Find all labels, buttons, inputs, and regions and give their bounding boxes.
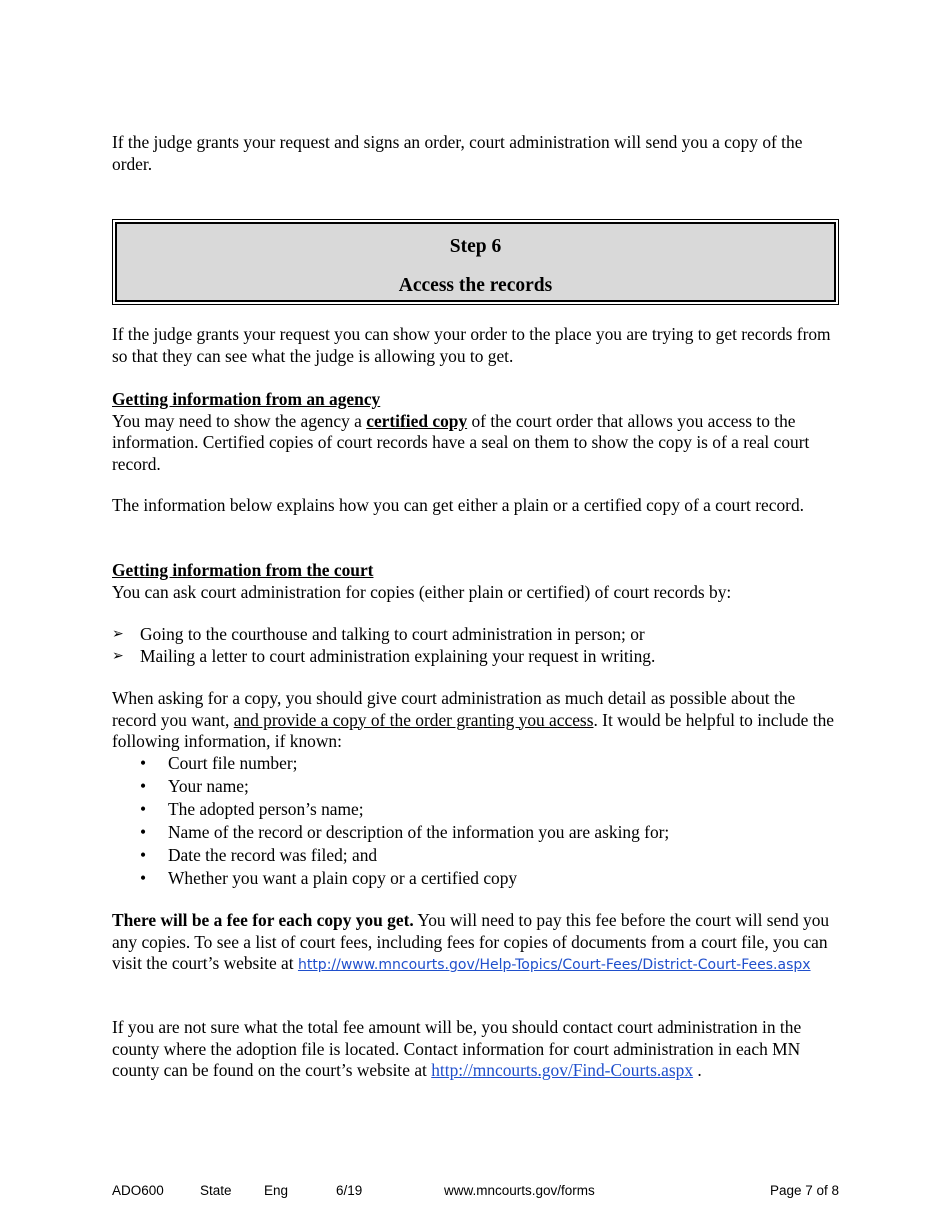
court-section — [112, 560, 840, 603]
bullet-icon: • — [140, 799, 147, 819]
copy-request-paragraph: When asking for a copy, you should give court administration as much detail as possible about the record you want, and provide a copy of the order granting you access. It would be helpful to include the following information, if known: — [112, 688, 834, 751]
agency-text-after: of the court order that allows you access to the information. Certified copies of court records have a seal on them to show the copy is of a real court record. — [112, 410, 810, 474]
court-intro: You can ask court administration for copies (either plain or certified) of court records by: — [112, 581, 732, 602]
footer-language: Eng — [264, 1183, 289, 1198]
arrow-bullet-icon: ➢ — [112, 626, 124, 642]
certified-copy-emphasis: certified copy — [366, 410, 468, 431]
step-title: Access the records — [398, 275, 553, 296]
agency-section — [112, 389, 840, 475]
intro-paragraph: If the judge grants your request and signs an order, court administration will send you a copy of the order. — [112, 132, 803, 174]
list-item: ➢ Going to the courthouse and talking to court administration in person; or — [112, 624, 645, 644]
page-footer — [112, 1180, 839, 1198]
agency-paragraph — [112, 411, 840, 476]
copy-details-list — [112, 752, 840, 890]
footer-scope: State — [200, 1183, 232, 1198]
request-methods-list — [112, 624, 840, 667]
bullet-icon: • — [140, 776, 147, 796]
arrow-bullet-icon: ➢ — [112, 647, 124, 664]
provide-order-underlined: and provide a copy of the order granting you access — [233, 709, 594, 730]
list-item: • Name of the record or description of the information you are asking for; — [140, 822, 670, 842]
list-item: • Date the record was filed; and — [140, 845, 378, 865]
bullet-icon: • — [140, 868, 147, 888]
step-header-box — [112, 219, 839, 305]
fee-paragraph: There will be a fee for each copy you get. You will need to pay this fee before the court will send you any copies. To see a list of court fees, including fees for copies of documents from a court file, you can visit the court’s website at http://www.mncourts.gov/Help-Topics/Court-Fees/District-Court-Fees.aspx — [112, 910, 830, 973]
find-courts-link[interactable]: http://mncourts.gov/Find-Courts.aspx — [431, 1060, 694, 1080]
bullet-icon: • — [140, 822, 147, 842]
bullet-icon: • — [140, 753, 147, 773]
footer-form-id: ADO600 — [112, 1183, 164, 1198]
agency-heading: Getting information from an agency — [112, 389, 381, 409]
list-item: • Whether you want a plain copy or a certified copy — [140, 868, 518, 888]
fee-contact-paragraph: If you are not sure what the total fee amount will be, you should contact court administration in the county where the adoption file is located. Contact information for court administration in each MN county can be found on the court’s website at http://mncourts.gov/Find-Courts.aspx . — [112, 1017, 802, 1080]
list-item: • Your name; — [140, 776, 249, 796]
footer-page-number: Page 7 of 8 — [769, 1183, 839, 1198]
court-heading: Getting information from the court — [112, 560, 374, 580]
list-item: ➢ Mailing a letter to court administration explaining your request in writing. — [112, 645, 656, 666]
plain-certified-paragraph: The information below explains how you can get either a plain or a certified copy of a court record. — [112, 495, 804, 515]
footer-date: 6/19 — [336, 1183, 363, 1198]
court-fees-link[interactable]: http://www.mncourts.gov/Help-Topics/Court-Fees/District-Court-Fees.aspx — [297, 957, 811, 973]
fee-notice-bold: There will be a fee for each copy you get. — [112, 910, 414, 930]
step-intro-paragraph: If the judge grants your request you can show your order to the place you are trying to get records from so that they can see what the judge is allowing you to get. — [112, 324, 831, 366]
footer-website: www.mncourts.gov/forms — [444, 1183, 595, 1198]
bullet-icon: • — [140, 845, 147, 865]
step-label: Step 6 — [449, 236, 502, 257]
list-item: • Court file number; — [140, 753, 298, 773]
agency-text-before: You may need to show the agency a — [112, 410, 367, 431]
list-item: • The adopted person’s name; — [140, 799, 364, 819]
